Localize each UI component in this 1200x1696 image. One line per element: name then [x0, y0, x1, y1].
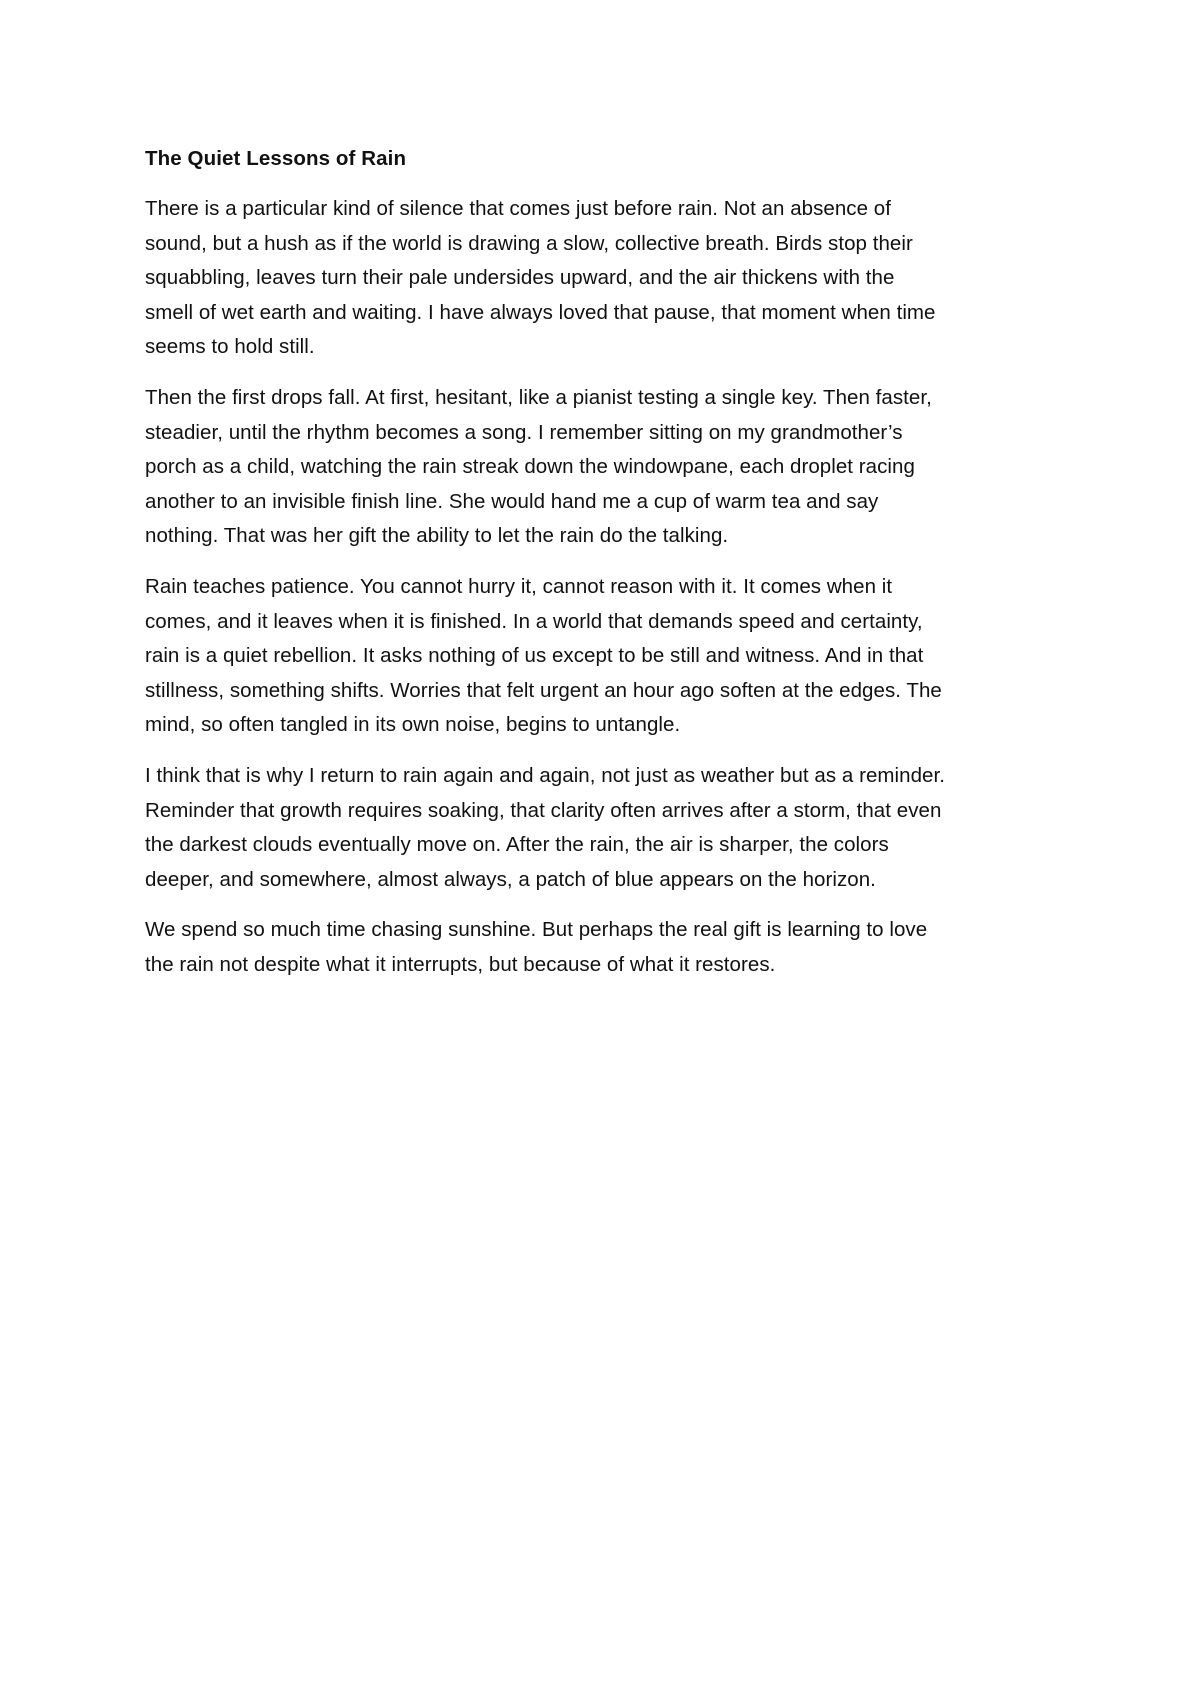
paragraph-line: comes, and it leaves when it is finished. In a world that demands speed and certainty,: [145, 609, 923, 633]
paragraph-line: another to an invisible finish line. She would hand me a cup of warm tea and say: [145, 489, 879, 513]
paragraph-line: nothing. That was her gift the ability to let the rain do the talking.: [145, 524, 729, 548]
paragraph-line: the darkest clouds eventually move on. After the rain, the air is sharper, the colors: [145, 833, 889, 857]
paragraph-line: deeper, and somewhere, almost always, a patch of blue appears on the horizon.: [145, 867, 876, 891]
document-title: The Quiet Lessons of Rain: [145, 147, 407, 170]
paragraph-line: I think that is why I return to rain again and again, not just as weather but as a reminder.: [145, 763, 945, 787]
paragraph-line: stillness, something shifts. Worries that felt urgent an hour ago soften at the edges. The: [145, 678, 942, 702]
paragraph-line: rain is a quiet rebellion. It asks nothing of us except to be still and witness. And in that: [145, 644, 924, 668]
paragraph-line: sound, but a hush as if the world is drawing a slow, collective breath. Birds stop their: [145, 231, 913, 255]
paragraph-line: Then the first drops fall. At first, hesitant, like a pianist testing a single key. Then faster,: [145, 385, 932, 409]
paragraph-line: steadier, until the rhythm becomes a song. I remember sitting on my grandmother’s: [145, 420, 903, 444]
paragraph-line: Rain teaches patience. You cannot hurry it, cannot reason with it. It comes when it: [145, 574, 893, 598]
paragraph-5: [145, 913, 1060, 982]
paragraph-4: [145, 759, 1060, 897]
paragraph-3: [145, 570, 1060, 743]
paragraph-line: squabbling, leaves turn their pale undersides upward, and the air thickens with the: [145, 266, 895, 290]
document-body: [145, 142, 1060, 998]
paragraph-line: smell of wet earth and waiting. I have always loved that pause, that moment when time: [145, 300, 936, 324]
paragraph-line: the rain not despite what it interrupts, but because of what it restores.: [145, 952, 776, 976]
paragraph-2: [145, 381, 1060, 554]
paragraph-line: We spend so much time chasing sunshine. But perhaps the real gift is learning to love: [145, 918, 928, 942]
paragraph-1: [145, 192, 1060, 365]
paragraph-line: mind, so often tangled in its own noise, begins to untangle.: [145, 713, 681, 737]
paragraph-line: There is a particular kind of silence that comes just before rain. Not an absence of: [145, 197, 892, 220]
paragraph-line: seems to hold still.: [145, 335, 315, 359]
paragraph-line: Reminder that growth requires soaking, that clarity often arrives after a storm, that even: [145, 798, 942, 822]
paragraph-line: porch as a child, watching the rain streak down the windowpane, each droplet racing: [145, 455, 915, 479]
